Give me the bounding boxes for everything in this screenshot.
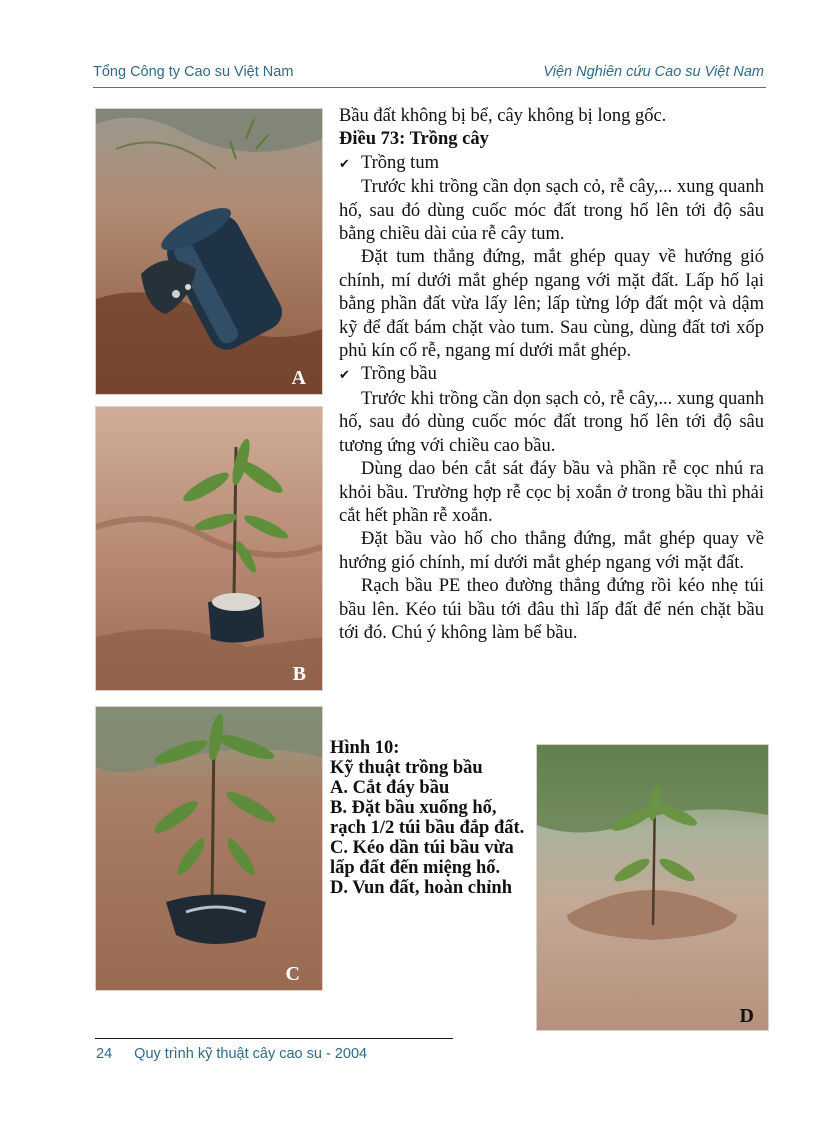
photo-d (536, 744, 769, 1031)
bullet-trong-bau (339, 363, 764, 387)
section-heading: Điều 73: Trồng cây (339, 129, 489, 150)
caption-item-d: D. Vun đất, hoàn chỉnh (330, 878, 513, 898)
paragraph-4: Dùng dao bén cắt sát đáy bầu và phần rễ cọc nhú ra khỏi bầu. Trường hợp rễ cọc bị xoắn ở trong bầu thì phải cắt hết phần rễ xoắn. (339, 459, 764, 526)
photo-c-label: C (285, 963, 300, 985)
paragraph-intro: Bầu đất không bị bể, cây không bị long gốc. (339, 106, 667, 126)
caption-title: Hình 10: (330, 738, 400, 758)
paragraph-3: Trước khi trồng cần dọn sạch cỏ, rễ cây,... xung quanh hố, sau đó dùng cuốc móc đất trong hố lên tới độ sâu tương ứng với chiều cao bầu. (339, 388, 764, 456)
header-right-title: Viện Nghiên cứu Cao su Việt Nam (543, 64, 764, 80)
paragraph-1: Trước khi trồng cần dọn sạch cỏ, rễ cây,... xung quanh hố, sau đó dùng cuốc móc đất trong hố lên tới độ sâu bằng chiều dài của rễ cây tum. (339, 177, 764, 245)
footer (96, 1046, 367, 1062)
header-left-title: Tổng Công ty Cao su Việt Nam (93, 64, 294, 80)
photo-a-label: A (291, 367, 306, 389)
paragraph-6: Rạch bầu PE theo đường thẳng đứng rồi kéo nhẹ túi bầu lên. Kéo túi bầu tới đâu thì lấp đất để nén chặt bầu tới đó. Chú ý không làm bể bầu. (339, 576, 764, 643)
figure-caption (330, 738, 530, 898)
caption-item-c: C. Kéo dần túi bầu vừa lấp đất đến miệng hố. (330, 838, 514, 878)
paragraph-5: Đặt bầu vào hố cho thẳng đứng, mắt ghép quay về hướng gió chính, mí dưới mắt ghép ngang với mặt đất. (339, 529, 764, 573)
bag-removal-photo-icon (96, 707, 322, 990)
photo-d-label: D (739, 1005, 754, 1027)
article-body (339, 105, 764, 645)
page-number: 24 (96, 1046, 113, 1062)
bullet-trong-tum (339, 152, 764, 176)
rubber-stump-photo-icon (96, 109, 322, 394)
finished-planting-photo-icon (537, 745, 768, 1030)
bullet-trong-tum-label: Trồng tum (361, 152, 439, 173)
checkmark-icon: ✔ (339, 156, 350, 172)
caption-item-b: B. Đặt bầu xuống hố, rạch 1/2 túi bầu đắp đất. (330, 798, 525, 838)
photo-b (95, 406, 323, 691)
checkmark-icon: ✔ (339, 368, 350, 384)
footer-title: Quy trình kỹ thuật cây cao su - 2004 (134, 1046, 368, 1062)
caption-subtitle: Kỹ thuật trồng bầu (330, 758, 483, 778)
photo-c (95, 706, 323, 991)
footer-rule (95, 1038, 453, 1039)
paragraph-2: Đặt tum thẳng đứng, mắt ghép quay về hướng gió chính, mí dưới mắt ghép ngang với mặt đất. Lấp hố lại bằng phần đất vừa lấy lên; lấp từng lớp đất một và dậm kỹ để đất bám chặt vào tum. Sau cùng, dùng đất tơi xốp phủ kín cổ rễ, ngang mí dưới mắt ghép. (339, 247, 764, 362)
photo-a (95, 108, 323, 395)
header-rule (93, 87, 766, 88)
caption-item-a: A. Cắt đáy bầu (330, 778, 450, 798)
bag-planting-photo-icon (96, 407, 322, 690)
bullet-trong-bau-label: Trồng bầu (361, 364, 437, 385)
photo-b-label: B (292, 663, 306, 685)
